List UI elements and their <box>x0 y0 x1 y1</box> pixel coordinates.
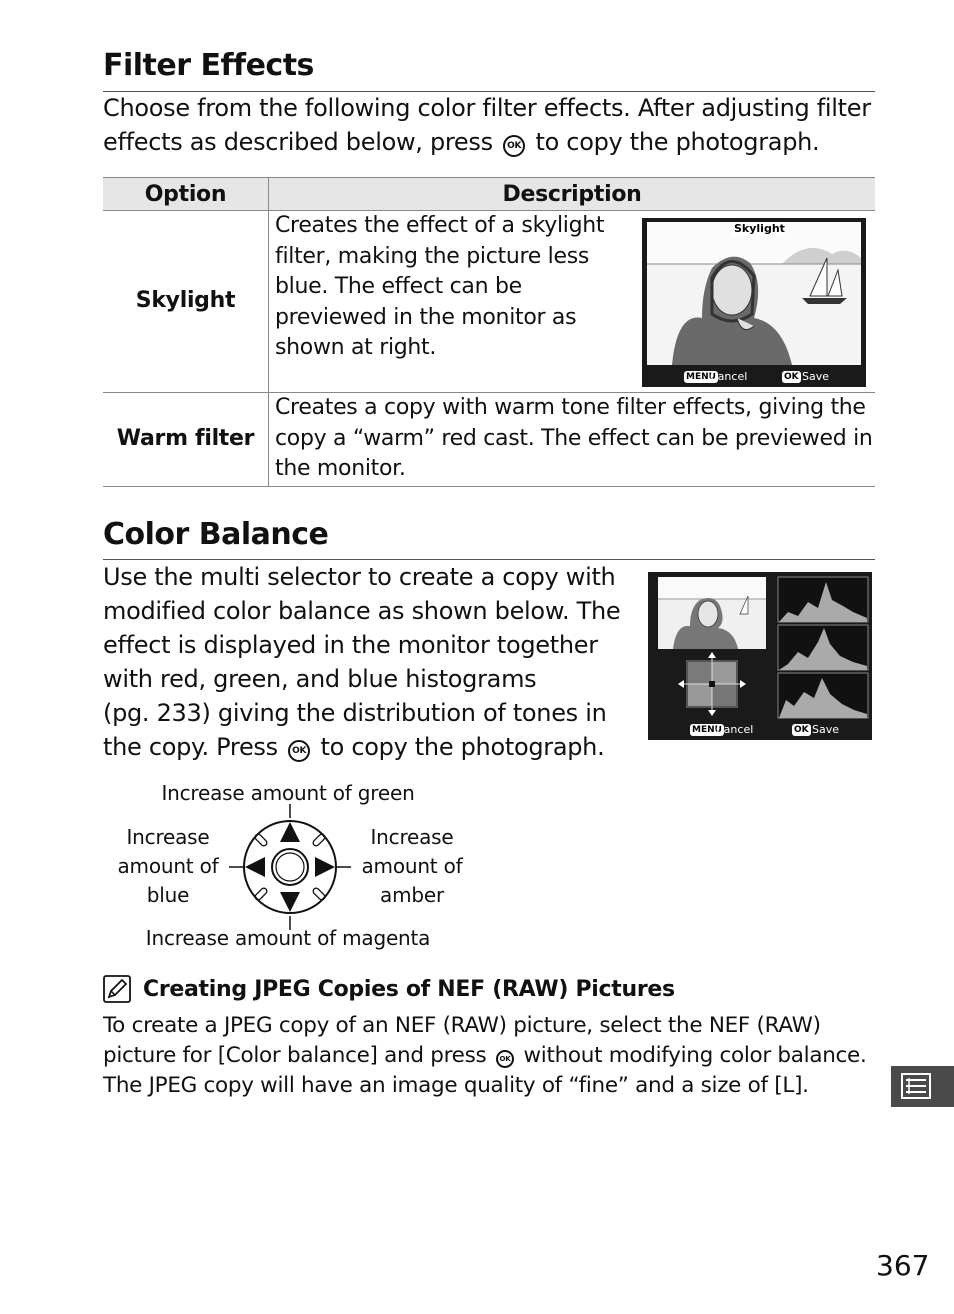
save-label: Save <box>802 370 830 383</box>
body-line: effect is displayed in the monitor together <box>103 631 598 659</box>
note-pencil-icon <box>103 975 131 1003</box>
label-line: amber <box>380 883 444 907</box>
desc-line: shown at right. <box>275 335 437 360</box>
label-increase-magenta: Increase amount of magenta <box>145 926 431 950</box>
label-increase-amber <box>352 823 472 910</box>
cancel-label: Cancel <box>716 723 754 736</box>
label-line: Increase <box>126 825 210 849</box>
desc-line: previewed in the monitor as <box>275 304 577 330</box>
desc-line: Creates the effect of a skylight <box>275 213 605 238</box>
save-label: Save <box>812 723 840 736</box>
label-line: Increase <box>370 825 454 849</box>
desc-line: Creates a copy with warm tone filter effects, giving the <box>275 395 866 420</box>
body-line: modified color balance as shown below. The <box>103 597 621 625</box>
menu-button-icon: MENU <box>686 372 716 382</box>
desc-line: the monitor. <box>275 456 406 481</box>
note-line: To create a JPEG copy of an NEF (RAW) picture, select the NEF (RAW) <box>103 1013 821 1038</box>
color-balance-screen <box>648 572 872 740</box>
ok-tag-icon: OK <box>794 725 809 735</box>
page-number: 367 <box>876 1249 930 1282</box>
note-line: without modifying color balance. <box>523 1043 867 1068</box>
ok-tag-icon: OK <box>784 372 799 382</box>
color-balance-body <box>103 560 620 764</box>
ok-button-icon: OK <box>288 740 310 762</box>
screen-footer <box>642 367 866 387</box>
screen-footer <box>648 720 872 740</box>
note-body <box>103 1011 867 1101</box>
multi-selector-icon <box>225 802 355 932</box>
option-warm-filter: Warm filter <box>103 393 269 487</box>
option-skylight: Skylight <box>103 211 269 393</box>
skylight-preview-screen <box>642 218 866 387</box>
ok-button-icon: OK <box>496 1050 514 1068</box>
desc-line: blue. The effect can be <box>275 274 522 299</box>
intro-line-1: Choose from the following color filter effects. After adjusting filter <box>103 94 871 122</box>
label-line: amount of <box>117 854 219 878</box>
header-description: Description <box>269 178 876 211</box>
description-warm-filter <box>269 393 876 487</box>
intro-line-2b: to copy the photograph. <box>535 128 820 156</box>
table-row <box>103 393 875 487</box>
body-line: the copy. Press <box>103 733 278 761</box>
note-line: picture for [Color balance] and press <box>103 1043 487 1068</box>
label-increase-green: Increase amount of green <box>161 781 415 805</box>
label-line: amount of <box>361 854 463 878</box>
label-line: blue <box>146 883 190 907</box>
body-line: with red, green, and blue histograms <box>103 665 537 693</box>
menu-button-icon: MENU <box>692 725 722 735</box>
cancel-label: Cancel <box>710 370 748 383</box>
body-line: to copy the photograph. <box>320 733 605 761</box>
filter-effects-heading: Filter Effects <box>103 48 314 83</box>
color-balance-preview <box>648 572 872 722</box>
skylight-preview-image <box>642 218 866 367</box>
ok-button-icon: OK <box>503 135 525 157</box>
body-line: (pg. 233) giving the distribution of tones in <box>103 699 607 727</box>
note-title: Creating JPEG Copies of NEF (RAW) Pictures <box>143 977 675 1002</box>
table-header-row <box>103 178 875 211</box>
body-line: Use the multi selector to create a copy with <box>103 563 616 591</box>
retouch-menu-icon <box>891 1066 954 1107</box>
intro-line-2a: effects as described below, press <box>103 128 493 156</box>
skylight-label: Skylight <box>734 222 785 235</box>
filter-effects-intro <box>103 91 871 159</box>
desc-line: copy a “warm” red cast. The effect can be previewed in <box>275 425 873 451</box>
chapter-tab <box>891 1066 954 1107</box>
color-balance-heading: Color Balance <box>103 517 329 552</box>
desc-line: filter, making the picture less <box>275 243 590 269</box>
note-line: The JPEG copy will have an image quality of “fine” and a size of [L]. <box>103 1073 809 1098</box>
header-option: Option <box>103 178 269 211</box>
label-increase-blue <box>108 823 228 910</box>
